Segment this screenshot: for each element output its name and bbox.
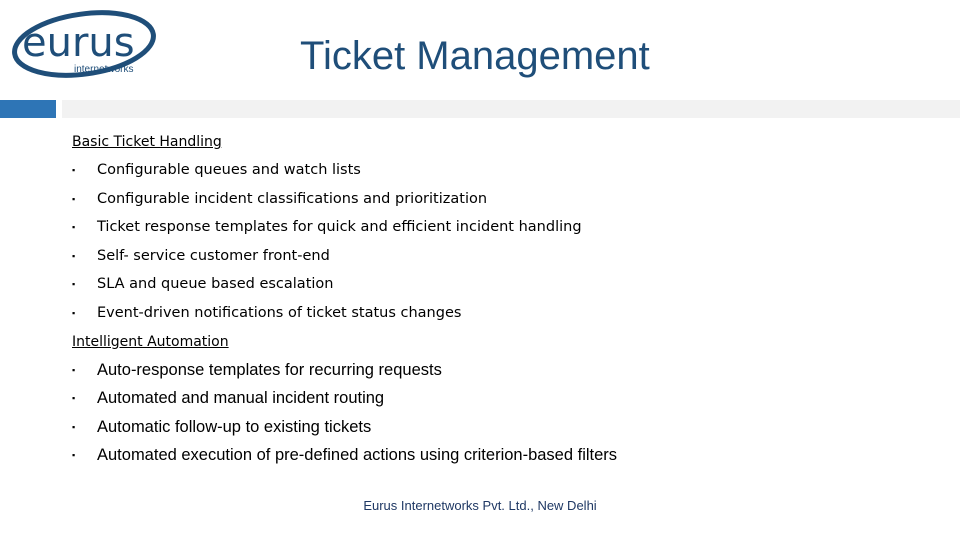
logo-main-text: eurus bbox=[22, 20, 135, 66]
section-basic-ticket-handling bbox=[72, 129, 932, 329]
logo-sub-text: internetworks bbox=[74, 64, 134, 75]
eurus-logo-icon bbox=[12, 8, 162, 78]
list-item-text: Configurable incident classifications and prioritization bbox=[97, 190, 488, 207]
list-item bbox=[72, 357, 932, 386]
square-bullet-icon: ▪ bbox=[72, 222, 76, 233]
square-bullet-icon: ▪ bbox=[72, 393, 76, 404]
list-item-text: Self- service customer front-end bbox=[97, 247, 330, 264]
slide-content bbox=[72, 129, 932, 471]
list-item bbox=[72, 300, 932, 329]
footer-text: Eurus Internetworks Pvt. Ltd., New Delhi bbox=[363, 498, 597, 513]
list-item-text: SLA and queue based escalation bbox=[97, 276, 334, 293]
section-heading: Basic Ticket Handling bbox=[72, 134, 222, 150]
list-item bbox=[72, 385, 932, 414]
divider-bar bbox=[62, 100, 960, 118]
section-heading: Intelligent Automation bbox=[72, 333, 229, 350]
page-title: Ticket Management bbox=[300, 34, 650, 78]
square-bullet-icon: ▪ bbox=[72, 193, 76, 204]
list-item bbox=[72, 243, 932, 272]
list-item-text: Event-driven notifications of ticket status changes bbox=[97, 304, 462, 321]
accent-bar bbox=[0, 100, 56, 118]
list-item-text: Automatic follow-up to existing tickets bbox=[97, 417, 372, 436]
square-bullet-icon: ▪ bbox=[72, 307, 76, 318]
list-item-text: Ticket response templates for quick and efficient incident handling bbox=[97, 219, 582, 236]
square-bullet-icon: ▪ bbox=[72, 279, 76, 290]
list-item-text: Automated execution of pre-defined actions using criterion-based filters bbox=[97, 446, 618, 465]
list-item-text: Automated and manual incident routing bbox=[97, 389, 385, 408]
company-logo bbox=[12, 8, 162, 78]
list-item-text: Auto-response templates for recurring requests bbox=[97, 360, 442, 379]
list-item bbox=[72, 271, 932, 300]
list-item-text: Configurable queues and watch lists bbox=[97, 162, 361, 178]
square-bullet-icon: ▪ bbox=[72, 250, 76, 261]
list-item bbox=[72, 214, 932, 243]
square-bullet-icon: ▪ bbox=[72, 165, 76, 175]
list-item bbox=[72, 414, 932, 443]
square-bullet-icon: ▪ bbox=[72, 450, 76, 461]
list-item bbox=[72, 442, 932, 471]
list-item bbox=[72, 157, 932, 186]
list-item bbox=[72, 186, 932, 215]
square-bullet-icon: ▪ bbox=[72, 364, 76, 375]
square-bullet-icon: ▪ bbox=[72, 421, 76, 432]
section-intelligent-automation bbox=[72, 329, 932, 471]
